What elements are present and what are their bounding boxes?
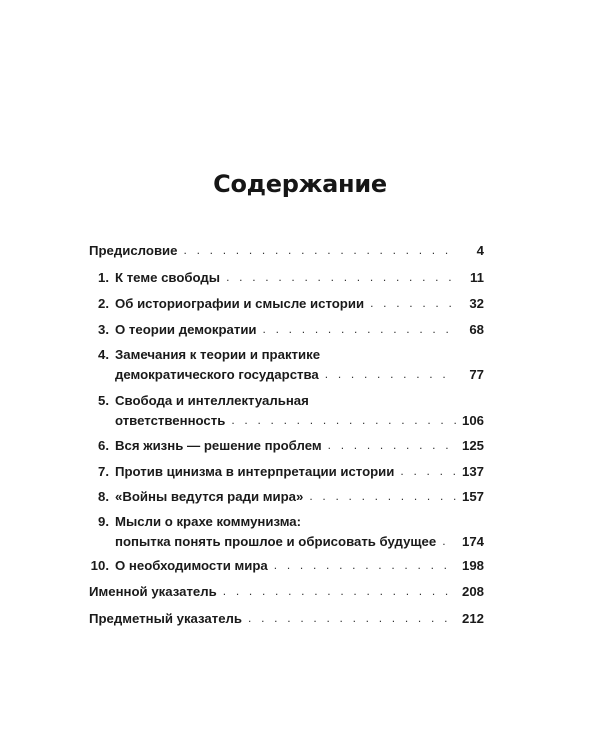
toc-chapter-number: 10.	[90, 558, 109, 573]
toc-page-number: 174	[461, 534, 484, 549]
toc-entry-chapter-9[interactable]	[89, 512, 484, 552]
toc-entry-chapter-7[interactable]	[89, 462, 484, 482]
toc-entry-chapter-3[interactable]	[89, 320, 484, 340]
toc-entry-chapter-1[interactable]	[89, 268, 484, 288]
dot-leader	[309, 486, 456, 506]
toc-entry-title-continued: попытка понять прошлое и обрисовать будущее	[115, 534, 437, 549]
toc-page-number: 77	[469, 367, 484, 382]
toc-entry-subject-index[interactable]	[89, 609, 484, 629]
toc-entry-chapter-8[interactable]	[89, 487, 484, 507]
toc-page-number: 212	[461, 611, 484, 626]
toc-entry-chapter-4[interactable]	[89, 345, 484, 385]
toc-chapter-number: 4.	[98, 347, 109, 362]
dot-leader	[370, 293, 456, 313]
toc-entry-title-continued: ответственность	[115, 413, 226, 428]
toc-chapter-number: 2.	[98, 296, 109, 311]
dot-leader	[263, 319, 456, 339]
toc-entry-chapter-5[interactable]	[89, 391, 484, 431]
dot-leader	[400, 461, 456, 481]
toc-chapter-number: 1.	[98, 270, 109, 285]
toc-entry-title: Вся жизнь — решение проблем	[115, 438, 322, 453]
page-title: Содержание	[213, 170, 387, 198]
toc-page-number: 68	[469, 322, 484, 337]
dot-leader	[442, 531, 456, 551]
toc-chapter-number: 8.	[98, 489, 109, 504]
toc-entry-title: Предисловие	[89, 243, 178, 258]
toc-entry-title: «Войны ведутся ради мира»	[115, 489, 304, 504]
dot-leader	[184, 240, 457, 260]
toc-page-number: 106	[461, 413, 484, 428]
toc-entry-title: Свобода и интеллектуальная	[115, 393, 309, 408]
toc-page-number: 32	[469, 296, 484, 311]
toc-page-number: 208	[461, 584, 484, 599]
toc-page-number: 157	[461, 489, 484, 504]
toc-entry-title: О необходимости мира	[115, 558, 268, 573]
toc-entry-name-index[interactable]	[89, 582, 484, 602]
toc-chapter-number: 6.	[98, 438, 109, 453]
toc-page-number: 4	[476, 243, 484, 258]
toc-entry-title: Об историографии и смысле истории	[115, 296, 365, 311]
toc-entry-chapter-10[interactable]	[89, 556, 484, 576]
toc-chapter-number: 7.	[98, 464, 109, 479]
dot-leader	[274, 555, 456, 575]
toc-page-number: 198	[461, 558, 484, 573]
toc-chapter-number: 5.	[98, 393, 109, 408]
toc-entry-chapter-6[interactable]	[89, 436, 484, 456]
dot-leader	[328, 435, 456, 455]
toc-entry-title: Против цинизма в интерпретации истории	[115, 464, 395, 479]
toc-entry-title: Предметный указатель	[89, 611, 243, 626]
toc-chapter-number: 3.	[98, 322, 109, 337]
dot-leader	[226, 267, 456, 287]
toc-entry-chapter-2[interactable]	[89, 294, 484, 314]
toc-entry-title: Мысли о крахе коммунизма:	[115, 514, 302, 529]
toc-entry-title: Замечания к теории и практике	[115, 347, 321, 362]
toc-chapter-number: 9.	[98, 514, 109, 529]
toc-entry-title: О теории демократии	[115, 322, 257, 337]
toc-entry-preface[interactable]	[89, 241, 484, 261]
toc-entry-title-continued: демократического государства	[115, 367, 319, 382]
dot-leader	[248, 608, 456, 628]
toc-entry-title: К теме свободы	[115, 270, 221, 285]
dot-leader	[325, 364, 456, 384]
toc-page-number: 125	[461, 438, 484, 453]
dot-leader	[231, 410, 456, 430]
toc-page-number: 11	[470, 270, 484, 285]
toc-entry-title: Именной указатель	[89, 584, 217, 599]
dot-leader	[223, 581, 456, 601]
toc-page-number: 137	[461, 464, 484, 479]
